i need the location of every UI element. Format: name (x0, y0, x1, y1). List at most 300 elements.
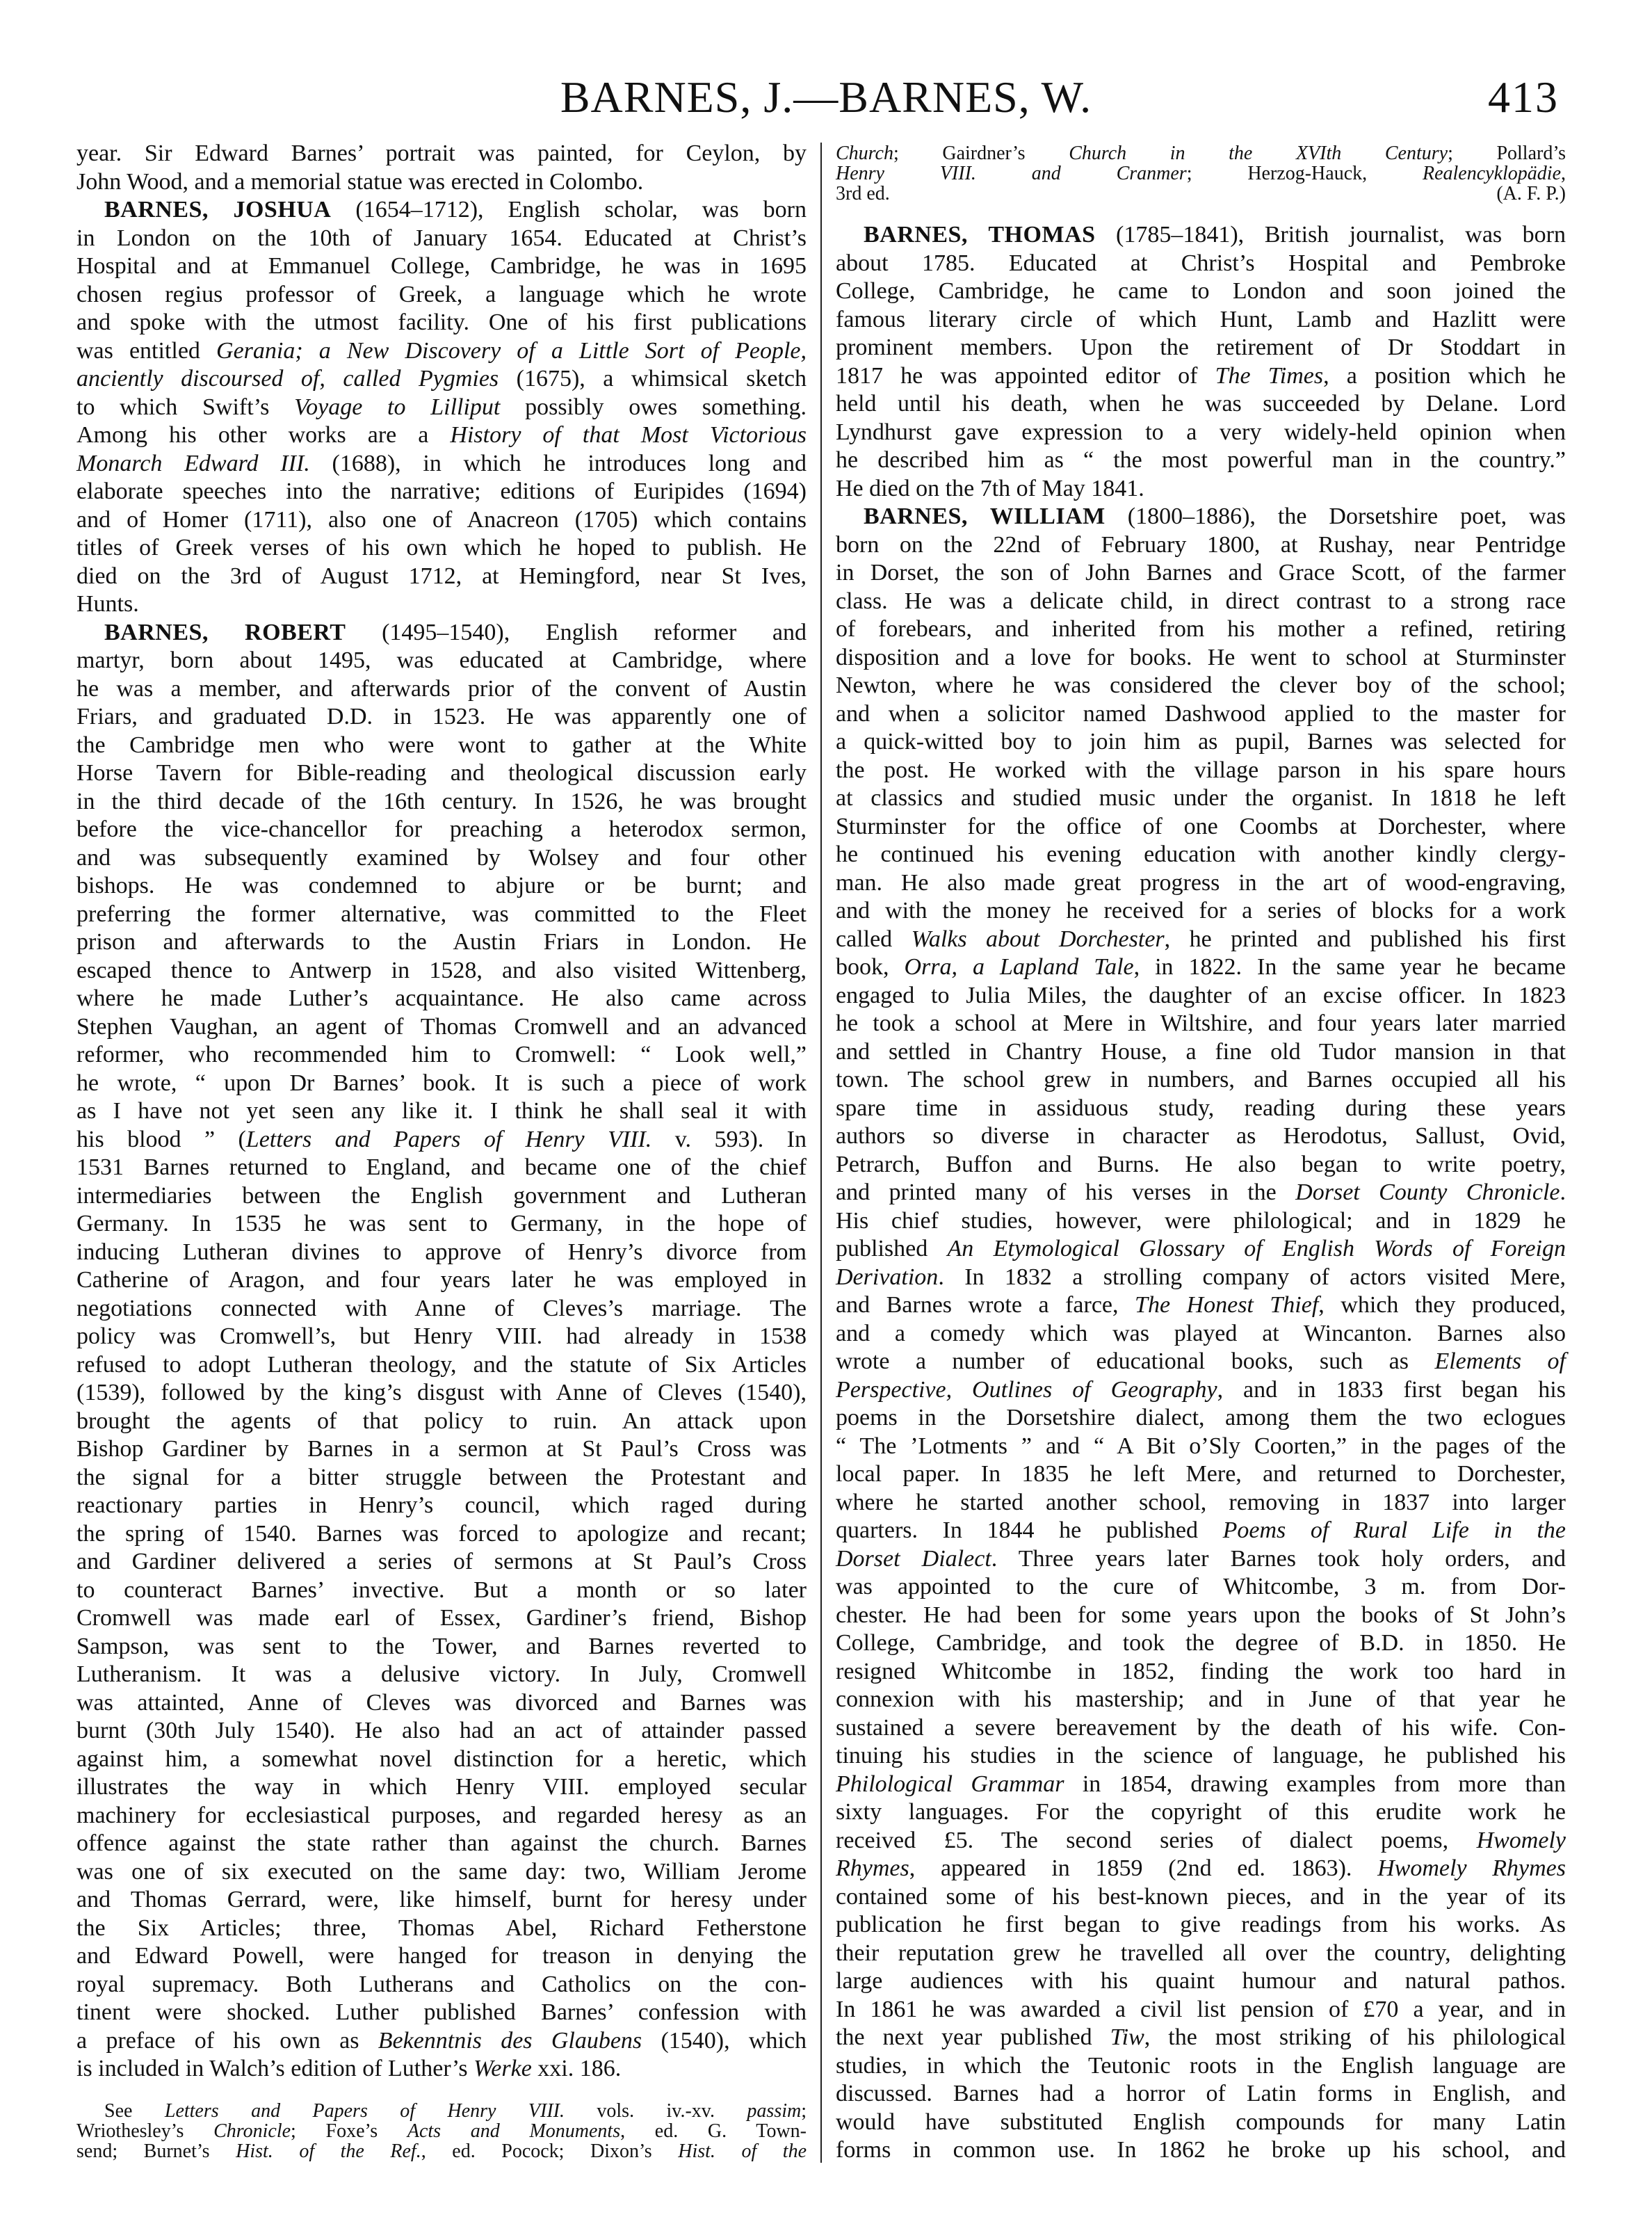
text-line (836, 419, 1566, 447)
page-title: BARNES, J.—BARNES, W. (560, 72, 1092, 122)
text-run: before the vice-chancellor for preaching a heterodox sermon, (76, 816, 807, 842)
italic-title: Hwomely Rhymes (1377, 1855, 1566, 1881)
text-line (76, 1633, 807, 1661)
text-run: their reputation grew he travelled all over the country, delighting (836, 1940, 1566, 1966)
article-paragraph (76, 619, 807, 2083)
article-paragraph (836, 221, 1566, 503)
text-line (836, 1066, 1566, 1095)
text-line (76, 1999, 807, 2027)
text-line (76, 1802, 807, 1830)
text-run: burnt (30th July 1540). He also had an act of attainder passed (76, 1718, 807, 1743)
text-line (836, 1545, 1566, 1574)
italic-title: passim (747, 2099, 802, 2122)
italic-title: Voyage to Lilliput (294, 394, 501, 420)
text-run: at classics and studied music under the organist. In 1818 he left (836, 785, 1566, 811)
text-run: and Gardiner delivered a series of sermons at St Paul’s Cross (76, 1549, 807, 1574)
text-line (836, 250, 1566, 278)
text-line (76, 590, 807, 619)
text-line (836, 1573, 1566, 1602)
text-run: and a comedy which was played at Wincanton. Barnes also (836, 1320, 1566, 1346)
text-line (76, 647, 807, 675)
text-run: to counteract Barnes’ invective. But a month or so later (76, 1577, 807, 1603)
text-run: sustained a severe bereavement by the death of his wife. Con- (836, 1714, 1566, 1741)
text-run: Horse Tavern for Bible-reading and theological discussion early (76, 760, 807, 786)
text-line (836, 869, 1566, 898)
text-run: John Wood, and a memorial statue was erected in Colombo. (76, 168, 644, 195)
text-run: would have substituted English compounds for many Latin (836, 2109, 1566, 2135)
italic-title: Monarch Edward III. (76, 450, 310, 476)
article-paragraph (76, 196, 807, 619)
text-run: and when a solicitor named Dashwood applied to the master for (836, 700, 1566, 727)
text-run: spare time in assiduous study, reading during these years (836, 1095, 1566, 1121)
text-line (76, 1773, 807, 1802)
text-line (76, 281, 807, 309)
text-line (76, 816, 807, 844)
text-run: negotiations connected with Anne of Cleves’s marriage. The (76, 1295, 807, 1321)
text-line (76, 1239, 807, 1267)
text-line (836, 559, 1566, 588)
text-line (76, 1464, 807, 1492)
text-run: held until his death, when he was succeeded by Delane. Lord (836, 391, 1566, 417)
text-run: brought the agents of that policy to ruin. An attack upon (76, 1408, 807, 1434)
text-line (836, 1883, 1566, 1912)
text-run: wrote a number of educational books, such as (836, 1348, 1435, 1374)
text-line (836, 2109, 1566, 2137)
text-run: tinuing his studies in the science of language, he published his (836, 1743, 1566, 1768)
text-line (836, 334, 1566, 362)
italic-title: Acts and Monuments (407, 2120, 621, 2142)
text-line (76, 2101, 807, 2121)
text-run: Stephen Vaughan, an agent of Thomas Cromwell and an advanced (76, 1013, 807, 1040)
text-line (76, 140, 807, 168)
text-run: he wrote, “ upon Dr Barnes’ book. It is such a piece of work (76, 1070, 807, 1096)
text-line (836, 897, 1566, 926)
text-run: prominent members. Upon the retirement of Dr Stoddart in (836, 334, 1566, 360)
text-line (836, 1742, 1566, 1771)
text-run: elaborate speeches into the narrative; editions of Euripides (1694) (76, 478, 807, 504)
text-run: was entitled (76, 337, 217, 364)
text-line (836, 1122, 1566, 1151)
text-line (76, 1323, 807, 1351)
text-line (836, 1996, 1566, 2024)
text-run: (1800–1886), the Dorsetshire poet, was (1105, 503, 1566, 529)
text-run: . In 1832 a strolling company of actors visited Mere, (938, 1264, 1566, 1290)
italic-title: Hist. of the Ref. (236, 2140, 421, 2162)
entry-heading: BARNES, ROBERT (104, 619, 346, 645)
text-line (76, 2121, 807, 2141)
text-run: bishops. He was condemned to abjure or be burnt; and (76, 873, 807, 898)
text-line (76, 196, 807, 225)
text-run: town. The school grew in numbers, and Barnes occupied all his (836, 1067, 1566, 1093)
text-run: class. He was a delicate child, in direct contrast to a strong race (836, 588, 1566, 614)
text-line (836, 475, 1566, 503)
text-line (76, 928, 807, 957)
text-run: , in 1822. In the same year he became (1133, 954, 1566, 980)
text-line (76, 844, 807, 873)
text-run: intermediaries between the English government and Lutheran (76, 1182, 807, 1209)
italic-title: Perspective, Outlines of Geography (836, 1376, 1217, 1403)
text-line (836, 1911, 1566, 1940)
text-run: illustrates the way in which Henry VIII. employed secular (76, 1774, 807, 1800)
text-run: the post. He worked with the village parson in his spare hours (836, 757, 1566, 783)
text-run: He died on the 7th of May 1841. (836, 475, 1144, 501)
text-run: (1539), followed by the king’s disgust with Anne of Cleves (1540), (76, 1380, 807, 1405)
text-line (76, 1689, 807, 1718)
text-line (76, 1182, 807, 1211)
text-run: Petrarch, Buffon and Burns. He also began to write poetry, (836, 1151, 1566, 1177)
text-run: the signal for a bitter struggle between the Protestant and (76, 1464, 807, 1490)
text-line (76, 309, 807, 337)
text-line (836, 1010, 1566, 1038)
text-run: forms in common use. In 1862 he broke up his school, and (836, 2137, 1566, 2163)
text-line (836, 1771, 1566, 1799)
text-run: and settled in Chantry House, a fine old Tudor mansion in that (836, 1038, 1566, 1065)
text-line (76, 2027, 807, 2056)
text-run: he took a school at Mere in Wiltshire, and four years later married (836, 1010, 1566, 1036)
column-divider (820, 143, 822, 2163)
text-line (76, 1548, 807, 1577)
text-line (836, 700, 1566, 729)
text-line (76, 421, 807, 450)
text-line (76, 1830, 807, 1858)
text-run: where he made Luther’s acquaintance. He also came across (76, 985, 807, 1011)
text-line (76, 534, 807, 563)
text-run: and of Homer (1711), also one of Anacreon (1705) which contains (76, 506, 807, 533)
text-run: was attainted, Anne of Cleves was divorced and Barnes was (76, 1689, 807, 1716)
text-run: chosen regius professor of Greek, a language which he wrote (76, 281, 807, 307)
text-line (836, 1376, 1566, 1405)
text-line (836, 982, 1566, 1010)
text-run: Friars, and graduated D.D. in 1523. He was apparently one of (76, 704, 807, 729)
text-line (76, 1435, 807, 1464)
text-run: in London on the 10th of January 1654. Educated at Christ’s (76, 225, 807, 251)
text-line (76, 872, 807, 901)
text-run: and Edward Powell, were hanged for treason in denying the (76, 1943, 807, 1969)
text-run: contained some of his best-known pieces, and in the year of its (836, 1883, 1566, 1910)
text-line (76, 450, 807, 478)
text-line (836, 672, 1566, 700)
italic-title: Elements of (1434, 1348, 1566, 1374)
text-line (836, 644, 1566, 672)
text-line (76, 1661, 807, 1689)
text-run: ; Herzog-Hauck, (1186, 163, 1423, 184)
text-line (76, 506, 807, 535)
left-column (76, 140, 807, 2161)
text-run: and Barnes wrote a farce, (836, 1292, 1135, 1318)
text-run: , which they produced, (1318, 1292, 1566, 1318)
text-line (836, 1629, 1566, 1658)
text-run: titles of Greek verses of his own which he hoped to publish. He (76, 535, 807, 561)
text-run: xxi. 186. (531, 2056, 622, 2081)
text-line (836, 1798, 1566, 1827)
text-run: martyr, born about 1495, was educated at Cambridge, where (76, 647, 807, 673)
text-run: discussed. Barnes had a horror of Latin forms in English, and (836, 2081, 1566, 2106)
text-run: resigned Whitcombe in 1852, finding the work too hard in (836, 1658, 1566, 1684)
text-run: offence against the state rather than against the church. Barnes (76, 1830, 807, 1856)
italic-title: Tiw (1110, 2024, 1144, 2050)
text-line (76, 337, 807, 366)
text-line (76, 1154, 807, 1182)
text-run: 1817 he was appointed editor of (836, 362, 1215, 389)
text-run: published (836, 1236, 948, 1261)
text-run: College, Cambridge, and took the degree of B.D. in 1850. He (836, 1630, 1566, 1656)
text-line (76, 225, 807, 253)
text-line (836, 1714, 1566, 1743)
text-run: Catherine of Aragon, and four years later he was employed in (76, 1267, 807, 1293)
text-run: (1654–1712), English scholar, was born (331, 197, 807, 223)
text-line (76, 1886, 807, 1914)
text-run: as I have not yet seen any like it. I think he shall seal it with (76, 1098, 807, 1124)
text-run: engaged to Julia Miles, the daughter of an excise officer. In 1823 (836, 982, 1566, 1008)
text-line (836, 757, 1566, 785)
text-run: the Cambridge men who were wont to gather at the White (76, 732, 807, 758)
article-paragraph (76, 140, 807, 196)
text-line (76, 957, 807, 985)
text-line (76, 478, 807, 506)
text-line (836, 390, 1566, 419)
text-line (836, 841, 1566, 869)
italic-title: Hwomely (1476, 1827, 1566, 1853)
text-run: Hunts. (76, 591, 139, 617)
italic-title: History of that Most Victorious (450, 422, 807, 448)
text-run: (1540), which (642, 2027, 807, 2054)
text-run: Sampson, was sent to the Tower, and Barnes reverted to (76, 1633, 807, 1659)
text-run: disposition and a love for books. He went to school at Sturminster (836, 644, 1566, 670)
text-line (836, 1207, 1566, 1236)
text-line (836, 277, 1566, 306)
italic-title: Philological Grammar (836, 1771, 1064, 1797)
text-line (76, 1746, 807, 1774)
text-run: was one of six executed on the same day: two, William Jerome (76, 1858, 807, 1885)
text-run: the spring of 1540. Barnes was forced to apologize and recant; (76, 1520, 807, 1547)
italic-title: The Times (1215, 362, 1324, 389)
italic-title: Henry VIII. and Cranmer (836, 163, 1187, 184)
text-line (836, 588, 1566, 616)
text-run: famous literary circle of which Hunt, Lamb and Hazlitt were (836, 306, 1566, 332)
article-paragraph (836, 503, 1566, 2165)
text-line (836, 728, 1566, 757)
text-line (836, 2080, 1566, 2109)
text-line (76, 901, 807, 929)
text-run: Sturminster for the office of one Coombs at Dorchester, where (836, 813, 1566, 839)
text-line (836, 1264, 1566, 1292)
text-run: Among his other works are a (76, 422, 451, 448)
text-run: quarters. In 1844 he published (836, 1517, 1223, 1543)
text-run: Wriothesley’s (76, 2120, 214, 2142)
text-run: a preface of his own as (76, 2027, 378, 2054)
text-line (836, 362, 1566, 391)
text-run: refused to adopt Lutheran theology, and the statute of Six Articles (76, 1351, 807, 1378)
italic-title: anciently discoursed of, called Pygmies (76, 366, 499, 392)
text-line (76, 2141, 807, 2161)
text-line (76, 1492, 807, 1520)
text-run: vols. iv.-xv. (564, 2099, 747, 2122)
text-line (836, 1940, 1566, 1968)
text-line (76, 1717, 807, 1746)
text-line (76, 1070, 807, 1098)
text-run: chester. He had been for some years upon the books of St John’s (836, 1602, 1566, 1628)
text-run: man. He also made great progress in the art of wood-engraving, (836, 869, 1566, 896)
text-run: ; Pollard’s (1448, 143, 1566, 164)
text-run: (1675), a whimsical sketch (499, 366, 807, 392)
text-line (836, 503, 1566, 531)
text-run: In 1861 he was awarded a civil list pension of £70 a year, and in (836, 1996, 1566, 2022)
italic-title: Chronicle (213, 2120, 291, 2142)
text-line (76, 394, 807, 422)
entry-heading: BARNES, JOSHUA (104, 197, 332, 223)
text-line (836, 1038, 1566, 1067)
text-line (836, 1404, 1566, 1433)
text-run: Germany. In 1535 he was sent to Germany, in the hope of (76, 1211, 807, 1236)
text-run: His chief studies, however, were philological; and in 1829 he (836, 1207, 1566, 1234)
text-line (76, 619, 807, 647)
text-line (836, 615, 1566, 644)
text-line (76, 1266, 807, 1295)
text-run: machinery for ecclesiastical purposes, and regarded heresy as an (76, 1802, 807, 1828)
text-line (836, 1658, 1566, 1686)
text-run: reactionary parties in Henry’s council, which raged during (76, 1492, 807, 1518)
text-line (76, 1295, 807, 1323)
right-column (836, 143, 1566, 2165)
entry-heading: BARNES, WILLIAM (864, 503, 1106, 529)
italic-title: Letters and Papers of Henry VIII. (245, 1126, 652, 1152)
text-line (836, 1686, 1566, 1714)
text-run: Hospital and at Emmanuel College, Cambridge, he was in 1695 (76, 253, 807, 279)
text-run: of forebears, and inherited from his mother a refined, retiring (836, 616, 1566, 642)
text-line (836, 2052, 1566, 2081)
text-run: 1531 Barnes returned to England, and became one of the chief (76, 1154, 807, 1180)
text-line (76, 252, 807, 281)
text-run: , appeared in 1859 (2nd ed. 1863). (909, 1855, 1378, 1881)
text-line (76, 1126, 807, 1154)
text-line (836, 1855, 1566, 1883)
italic-title: Church in the XVIth Century (1069, 143, 1448, 164)
text-run: and spoke with the utmost facility. One of his first publications (76, 309, 807, 335)
text-line (76, 563, 807, 591)
text-line (76, 1858, 807, 1887)
text-run: v. 593). In (651, 1126, 807, 1152)
text-run: ; (801, 2099, 807, 2122)
text-run: ; Foxe’s (291, 2120, 407, 2142)
author-initials: (A. F. P.) (1496, 183, 1566, 204)
italic-title: Werke (473, 2056, 532, 2081)
text-line (76, 1210, 807, 1239)
text-run: Lyndhurst gave expression to a very widely-held opinion when (836, 419, 1566, 445)
text-line (836, 1433, 1566, 1461)
text-run: he was a member, and afterwards prior of the convent of Austin (76, 675, 807, 702)
text-line (76, 168, 807, 197)
text-line (836, 306, 1566, 334)
text-line (836, 1489, 1566, 1517)
italic-title: Orra, a Lapland Tale (904, 954, 1134, 980)
text-run: and was subsequently examined by Wolsey and four other (76, 844, 807, 871)
text-line (76, 365, 807, 394)
text-run: book, (836, 954, 905, 980)
italic-title: Derivation (836, 1264, 939, 1290)
text-run: against him, a somewhat novel distinction for a heretic, which (76, 1746, 807, 1772)
italic-title: The Honest Thief (1135, 1292, 1319, 1318)
text-line (76, 1013, 807, 1042)
text-run: died on the 3rd of August 1712, at Hemingford, near St Ives, (76, 563, 807, 589)
text-line (76, 1379, 807, 1408)
text-run: send; Burnet’s (76, 2140, 236, 2162)
text-line (76, 703, 807, 732)
text-line (836, 1827, 1566, 1855)
text-run: in 1854, drawing examples from more than (1064, 1771, 1566, 1797)
text-line (76, 1914, 807, 1943)
text-run: year. Sir Edward Barnes’ portrait was painted, for Ceylon, by (76, 140, 807, 166)
text-run: his blood ” ( (76, 1126, 246, 1152)
text-line (76, 2055, 807, 2083)
text-run: called (836, 926, 912, 952)
text-run: royal supremacy. Both Lutherans and Catholics on the con- (76, 1971, 807, 1997)
text-line (836, 184, 1566, 204)
text-run: . Three years later Barnes took holy orders, and (991, 1545, 1566, 1572)
text-run: and printed many of his verses in the (836, 1179, 1296, 1205)
text-line (836, 531, 1566, 560)
text-run: he described him as “ the most powerful man in the country.” (836, 447, 1566, 473)
text-run: College, Cambridge, he came to London and soon joined the (836, 278, 1566, 304)
text-run: possibly owes something. (500, 394, 807, 420)
text-run: policy was Cromwell’s, but Henry VIII. had already in 1538 (76, 1323, 807, 1349)
text-line (76, 1041, 807, 1070)
text-run: the next year published (836, 2024, 1110, 2050)
text-line (836, 1291, 1566, 1320)
text-line (76, 759, 807, 788)
text-run: Bishop Gardiner by Barnes in a sermon at St Paul’s Cross was (76, 1436, 807, 1462)
text-run: is included in Walch’s edition of Luther’s (76, 2056, 474, 2081)
italic-title: Church (836, 143, 893, 164)
text-run: received £5. The second series of dialect poems, (836, 1827, 1477, 1853)
text-run: sixty languages. For the copyright of this erudite work he (836, 1799, 1566, 1825)
bibliography-note (836, 143, 1566, 204)
text-run: , he printed and published his first (1164, 926, 1566, 952)
text-run: , ed. G. Town- (620, 2120, 807, 2142)
text-line (76, 1971, 807, 1999)
text-line (836, 1320, 1566, 1348)
text-run: tinent were shocked. Luther published Barnes’ confession with (76, 1999, 807, 2025)
italic-title: Dorset Dialect (836, 1545, 991, 1572)
text-run: large audiences with his quaint humour and natural pathos. (836, 1968, 1566, 1994)
text-run: the Six Articles; three, Thomas Abel, Richard Fetherstone (76, 1914, 807, 1941)
text-run: where he started another school, removing in 1837 into larger (836, 1489, 1566, 1515)
text-run: local paper. In 1835 he left Mere, and returned to Dorchester, (836, 1461, 1566, 1487)
text-line (76, 985, 807, 1013)
text-run: prison and afterwards to the Austin Friars in London. He (76, 929, 807, 955)
text-run: , the most striking of his philological (1144, 2024, 1566, 2050)
text-line (76, 788, 807, 816)
text-line (836, 1602, 1566, 1630)
text-run: , (1561, 163, 1566, 184)
text-run: escaped thence to Antwerp in 1528, and also visited Wittenberg, (76, 957, 807, 983)
text-run: publication he first began to give readings from his works. As (836, 1912, 1566, 1937)
italic-title: An Etymological Glossary of English Words of Foreign (947, 1236, 1566, 1261)
text-run: , and in 1833 first began his (1217, 1376, 1566, 1403)
text-run: born on the 22nd of February 1800, at Rushay, near Pentridge (836, 531, 1566, 558)
italic-title: Realencyklopädie (1422, 163, 1561, 184)
text-run: , a position which he (1323, 362, 1566, 389)
bibliography-note (76, 2101, 807, 2161)
text-line (836, 1348, 1566, 1376)
text-line (836, 1095, 1566, 1123)
text-run: Cromwell was made earl of Essex, Gardiner’s friend, Bishop (76, 1605, 807, 1631)
text-run: 3rd ed. (836, 183, 890, 204)
text-line (836, 1235, 1566, 1264)
text-run: . (1560, 1179, 1566, 1205)
text-run: was appointed to the cure of Whitcombe, 3 m. from Dor- (836, 1574, 1566, 1599)
text-run: and with the money he received for a series of blocks for a work (836, 898, 1566, 924)
text-run: (1785–1841), British journalist, was born (1095, 222, 1566, 248)
